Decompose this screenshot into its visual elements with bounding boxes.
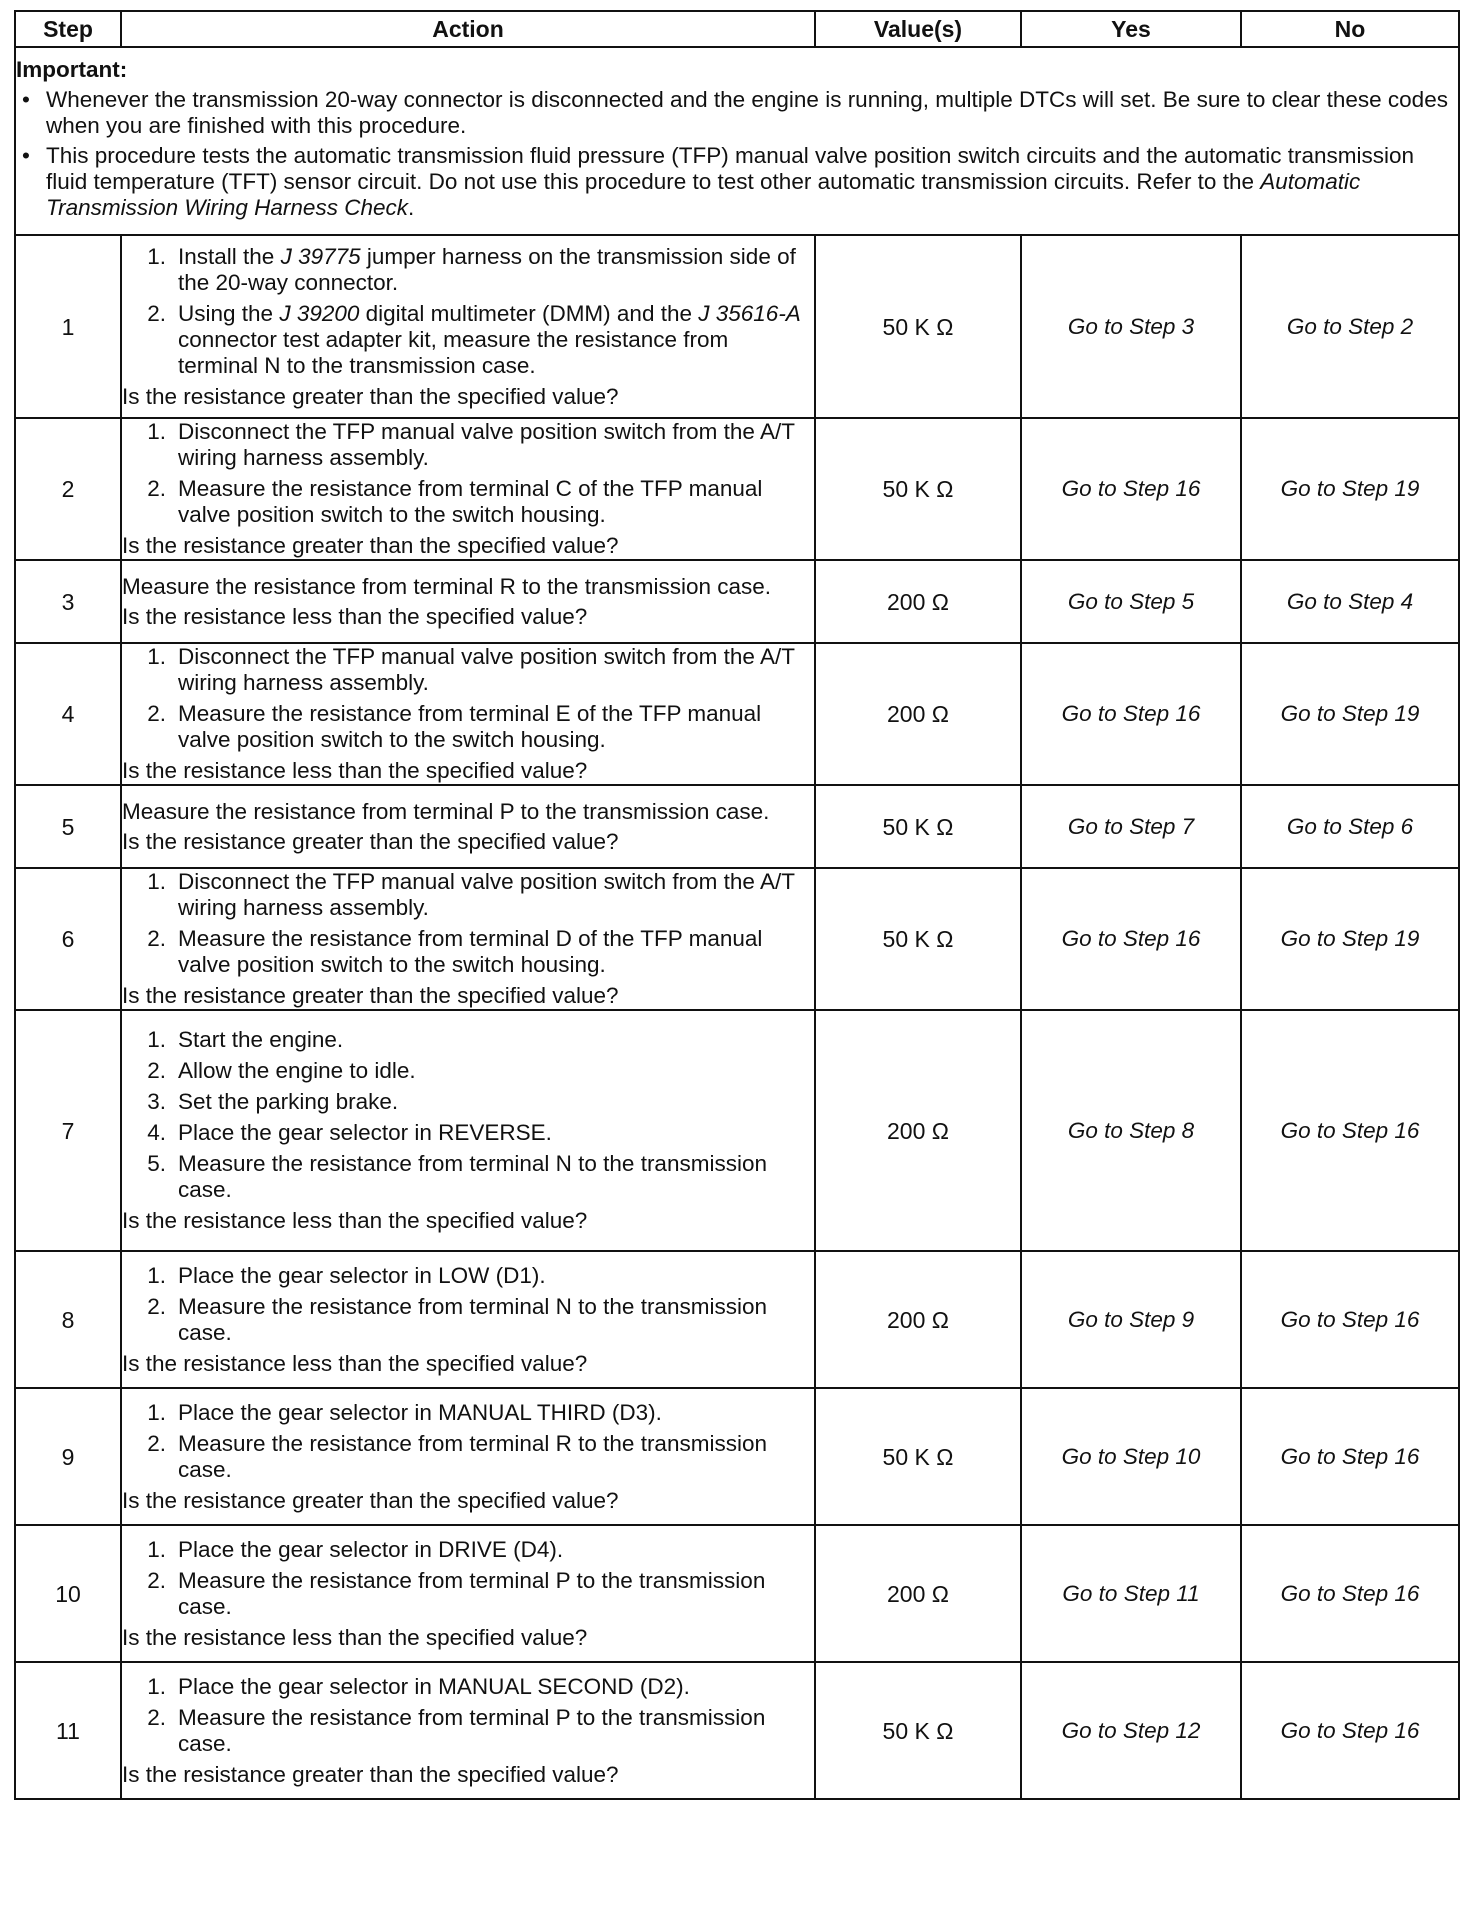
important-title: Important: (16, 57, 128, 82)
step-number: 2 (15, 418, 121, 560)
action-item: 2. Using the J 39200 digital multimeter (DMM) and the J 35616-A connector test adapter kit, measure the resistance from terminal N to the transmission case. (147, 300, 801, 378)
step-action (121, 868, 815, 1010)
important-row (15, 47, 1459, 235)
no-link[interactable]: Go to Step 19 (1241, 643, 1459, 785)
step-value: 50 K Ω (815, 418, 1021, 560)
action-text: Measure the resistance from terminal R to the transmission case. (122, 573, 772, 599)
table-row (15, 1662, 1459, 1799)
yes-link[interactable]: Go to Step 16 (1021, 868, 1241, 1010)
step-number: 1 (15, 235, 121, 418)
step-number: 9 (15, 1388, 121, 1525)
no-link[interactable]: Go to Step 6 (1241, 785, 1459, 868)
header-step: Step (15, 11, 121, 47)
yes-link[interactable]: Go to Step 12 (1021, 1662, 1241, 1799)
no-link[interactable]: Go to Step 16 (1241, 1010, 1459, 1251)
step-value: 200 Ω (815, 560, 1021, 643)
step-number: 6 (15, 868, 121, 1010)
header-yes: Yes (1021, 11, 1241, 47)
step-value: 200 Ω (815, 1525, 1021, 1662)
no-link[interactable]: Go to Step 2 (1241, 235, 1459, 418)
no-link[interactable]: Go to Step 16 (1241, 1388, 1459, 1525)
step-action (121, 1525, 815, 1662)
bullet-icon: • (22, 87, 30, 112)
step-question: Is the resistance less than the specified value? (122, 603, 588, 629)
step-action (121, 643, 815, 785)
action-list (122, 869, 814, 978)
action-list (122, 1027, 814, 1203)
action-item: 5. Measure the resistance from terminal N to the transmission case. (122, 1151, 814, 1203)
action-item: 2. Measure the resistance from terminal R to the transmission case. (122, 1431, 814, 1483)
action-item: 2. Measure the resistance from terminal E of the TFP manual valve position switch to the switch housing. (122, 701, 814, 753)
important-bullet-text: Whenever the transmission 20-way connector is disconnected and the engine is running, multiple DTCs will set. Be sure to clear these codes when you are finished with this procedure. (46, 87, 1448, 138)
action-item: 3. Set the parking brake. (122, 1089, 814, 1115)
no-link[interactable]: Go to Step 16 (1241, 1662, 1459, 1799)
table-row (15, 1251, 1459, 1388)
step-value: 200 Ω (815, 643, 1021, 785)
action-item: 2. Measure the resistance from terminal P to the transmission case. (122, 1705, 814, 1757)
no-link[interactable]: Go to Step 4 (1241, 560, 1459, 643)
step-question: Is the resistance less than the specified value? (122, 1624, 588, 1650)
action-text: Place the gear selector in MANUAL SECOND (D2). (178, 1673, 690, 1699)
action-item: 2. Allow the engine to idle. (122, 1058, 814, 1084)
diagnostic-procedure-table (14, 10, 1458, 1800)
action-text: connector test adapter kit, measure the resistance from terminal N to the transmission case. (178, 326, 729, 378)
action-text: Using the (178, 300, 280, 326)
step-value: 200 Ω (815, 1251, 1021, 1388)
table-row (15, 235, 1459, 418)
header-no: No (1241, 11, 1459, 47)
important-bullet-text (46, 143, 1458, 221)
action-text: Measure the resistance from terminal E of the TFP manual valve position switch to the switch housing. (178, 701, 762, 752)
action-item: 2. Measure the resistance from terminal D of the TFP manual valve position switch to the switch housing. (122, 926, 814, 978)
action-item: 1. Place the gear selector in DRIVE (D4). (122, 1537, 814, 1563)
step-number: 10 (15, 1525, 121, 1662)
important-note (15, 47, 1459, 235)
action-text: Disconnect the TFP manual valve position switch from the A/T wiring harness assembly. (178, 419, 795, 470)
step-value: 200 Ω (815, 1010, 1021, 1251)
action-text: Measure the resistance from terminal P to the transmission case. (178, 1704, 766, 1756)
step-action (121, 418, 815, 560)
action-text: Measure the resistance from terminal D of the TFP manual valve position switch to the switch housing. (178, 926, 763, 977)
table-row (15, 418, 1459, 560)
step-question: Is the resistance less than the specified value? (122, 758, 588, 783)
action-item: 1. Start the engine. (122, 1027, 814, 1053)
yes-link[interactable]: Go to Step 16 (1021, 643, 1241, 785)
header-row (15, 11, 1459, 47)
yes-link[interactable]: Go to Step 5 (1021, 560, 1241, 643)
step-value: 50 K Ω (815, 868, 1021, 1010)
step-value: 50 K Ω (815, 1388, 1021, 1525)
step-number: 3 (15, 560, 121, 643)
step-number: 5 (15, 785, 121, 868)
action-item: 1. Disconnect the TFP manual valve position switch from the A/T wiring harness assembly. (122, 869, 814, 921)
no-link[interactable]: Go to Step 16 (1241, 1251, 1459, 1388)
step-number: 4 (15, 643, 121, 785)
action-list (122, 1674, 814, 1757)
action-item: 2. Measure the resistance from terminal N to the transmission case. (122, 1294, 814, 1346)
step-action (121, 1251, 815, 1388)
step-question: Is the resistance greater than the specified value? (122, 383, 619, 409)
action-list (122, 1263, 814, 1346)
step-question: Is the resistance greater than the specified value? (122, 1761, 619, 1787)
yes-link[interactable]: Go to Step 8 (1021, 1010, 1241, 1251)
action-list (122, 1400, 814, 1483)
table-row (15, 1388, 1459, 1525)
table-row (15, 643, 1459, 785)
step-action (121, 560, 815, 643)
step-value: 50 K Ω (815, 1662, 1021, 1799)
action-text: jumper harness on the transmission side of the 20-way connector. (178, 243, 796, 295)
table-row (15, 785, 1459, 868)
action-text: Measure the resistance from terminal P to the transmission case. (178, 1567, 766, 1619)
yes-link[interactable]: Go to Step 16 (1021, 418, 1241, 560)
tool-number: J 39775 (280, 243, 361, 269)
step-number: 11 (15, 1662, 121, 1799)
bullet-icon: • (22, 143, 30, 168)
step-question: Is the resistance greater than the specified value? (122, 533, 619, 558)
table-row (15, 1525, 1459, 1662)
step-question: Is the resistance greater than the specified value? (122, 1487, 619, 1513)
step-action (121, 1662, 815, 1799)
action-text: Place the gear selector in LOW (D1). (178, 1262, 546, 1288)
procedure-table (14, 10, 1460, 1800)
action-text: Place the gear selector in REVERSE. (178, 1120, 552, 1145)
step-action (121, 785, 815, 868)
action-text: Place the gear selector in MANUAL THIRD (D3). (178, 1399, 662, 1425)
action-text: Disconnect the TFP manual valve position switch from the A/T wiring harness assembly. (178, 869, 795, 920)
action-item: 2. Measure the resistance from terminal P to the transmission case. (122, 1568, 814, 1620)
step-number: 8 (15, 1251, 121, 1388)
action-text: Measure the resistance from terminal R to the transmission case. (178, 1430, 767, 1482)
step-action (121, 1388, 815, 1525)
tool-number: J 39200 (279, 300, 360, 326)
step-number: 7 (15, 1010, 121, 1251)
yes-link[interactable]: Go to Step 3 (1021, 235, 1241, 418)
step-question: Is the resistance greater than the specified value? (122, 983, 619, 1008)
action-text: Place the gear selector in DRIVE (D4). (178, 1536, 564, 1562)
action-text: Disconnect the TFP manual valve position switch from the A/T wiring harness assembly. (178, 644, 795, 695)
step-question: Is the resistance less than the specified value? (122, 1350, 588, 1376)
action-item: 4. Place the gear selector in REVERSE. (122, 1120, 814, 1146)
yes-link[interactable]: Go to Step 9 (1021, 1251, 1241, 1388)
action-list (122, 419, 814, 528)
step-action (121, 1010, 815, 1251)
action-text: Set the parking brake. (178, 1089, 399, 1114)
header-action: Action (121, 11, 815, 47)
no-link[interactable]: Go to Step 19 (1241, 418, 1459, 560)
action-text: digital multimeter (DMM) and the (359, 300, 699, 326)
step-question: Is the resistance less than the specified value? (122, 1208, 588, 1233)
action-text: Measure the resistance from terminal P to the transmission case. (122, 798, 770, 824)
tool-number: J 35616-A (698, 300, 801, 326)
table-row (15, 868, 1459, 1010)
no-link[interactable]: Go to Step 19 (1241, 868, 1459, 1010)
important-bullet-text-end: . (407, 195, 415, 220)
action-item: 1. Install the J 39775 jumper harness on the transmission side of the 20-way connector. (147, 243, 796, 295)
wiring-harness-check-reference: Automatic Transmission Wiring Harness Check (46, 169, 1361, 220)
action-item: 1. Place the gear selector in LOW (D1). (122, 1263, 814, 1289)
yes-link[interactable]: Go to Step 7 (1021, 785, 1241, 868)
action-text: Start the engine. (178, 1027, 344, 1052)
action-text: Measure the resistance from terminal N to the transmission case. (178, 1151, 767, 1202)
action-list (122, 1537, 814, 1620)
action-item: 2. Measure the resistance from terminal C of the TFP manual valve position switch to the switch housing. (122, 476, 814, 528)
header-values: Value(s) (815, 11, 1021, 47)
action-text: Allow the engine to idle. (178, 1058, 416, 1083)
action-text: Measure the resistance from terminal C of the TFP manual valve position switch to the switch housing. (178, 476, 763, 527)
table-row (15, 560, 1459, 643)
important-bullet-text-part: This procedure tests the automatic transmission fluid pressure (TFP) manual valve position switch circuits and the automatic transmission fluid temperature (TFT) sensor circuit. Do not use this procedure to test other automatic transmission circuits. Refer to the (46, 143, 1415, 194)
action-text: Measure the resistance from terminal N to the transmission case. (178, 1293, 767, 1345)
table-row (15, 1010, 1459, 1251)
action-item: 1. Place the gear selector in MANUAL THIRD (D3). (122, 1400, 814, 1426)
important-bullet (16, 143, 1458, 221)
step-action (121, 235, 815, 418)
action-item: 1. Disconnect the TFP manual valve position switch from the A/T wiring harness assembly. (122, 419, 814, 471)
important-bullet (16, 87, 1458, 139)
step-value: 50 K Ω (815, 235, 1021, 418)
action-item: 1. Disconnect the TFP manual valve position switch from the A/T wiring harness assembly. (122, 644, 814, 696)
no-link[interactable]: Go to Step 16 (1241, 1525, 1459, 1662)
action-list (122, 244, 814, 379)
yes-link[interactable]: Go to Step 10 (1021, 1388, 1241, 1525)
yes-link[interactable]: Go to Step 11 (1021, 1525, 1241, 1662)
step-question: Is the resistance greater than the specified value? (122, 828, 619, 854)
action-item: 1. Place the gear selector in MANUAL SECOND (D2). (122, 1674, 814, 1700)
action-text: Install the (178, 243, 281, 269)
action-list (122, 644, 814, 753)
step-value: 50 K Ω (815, 785, 1021, 868)
